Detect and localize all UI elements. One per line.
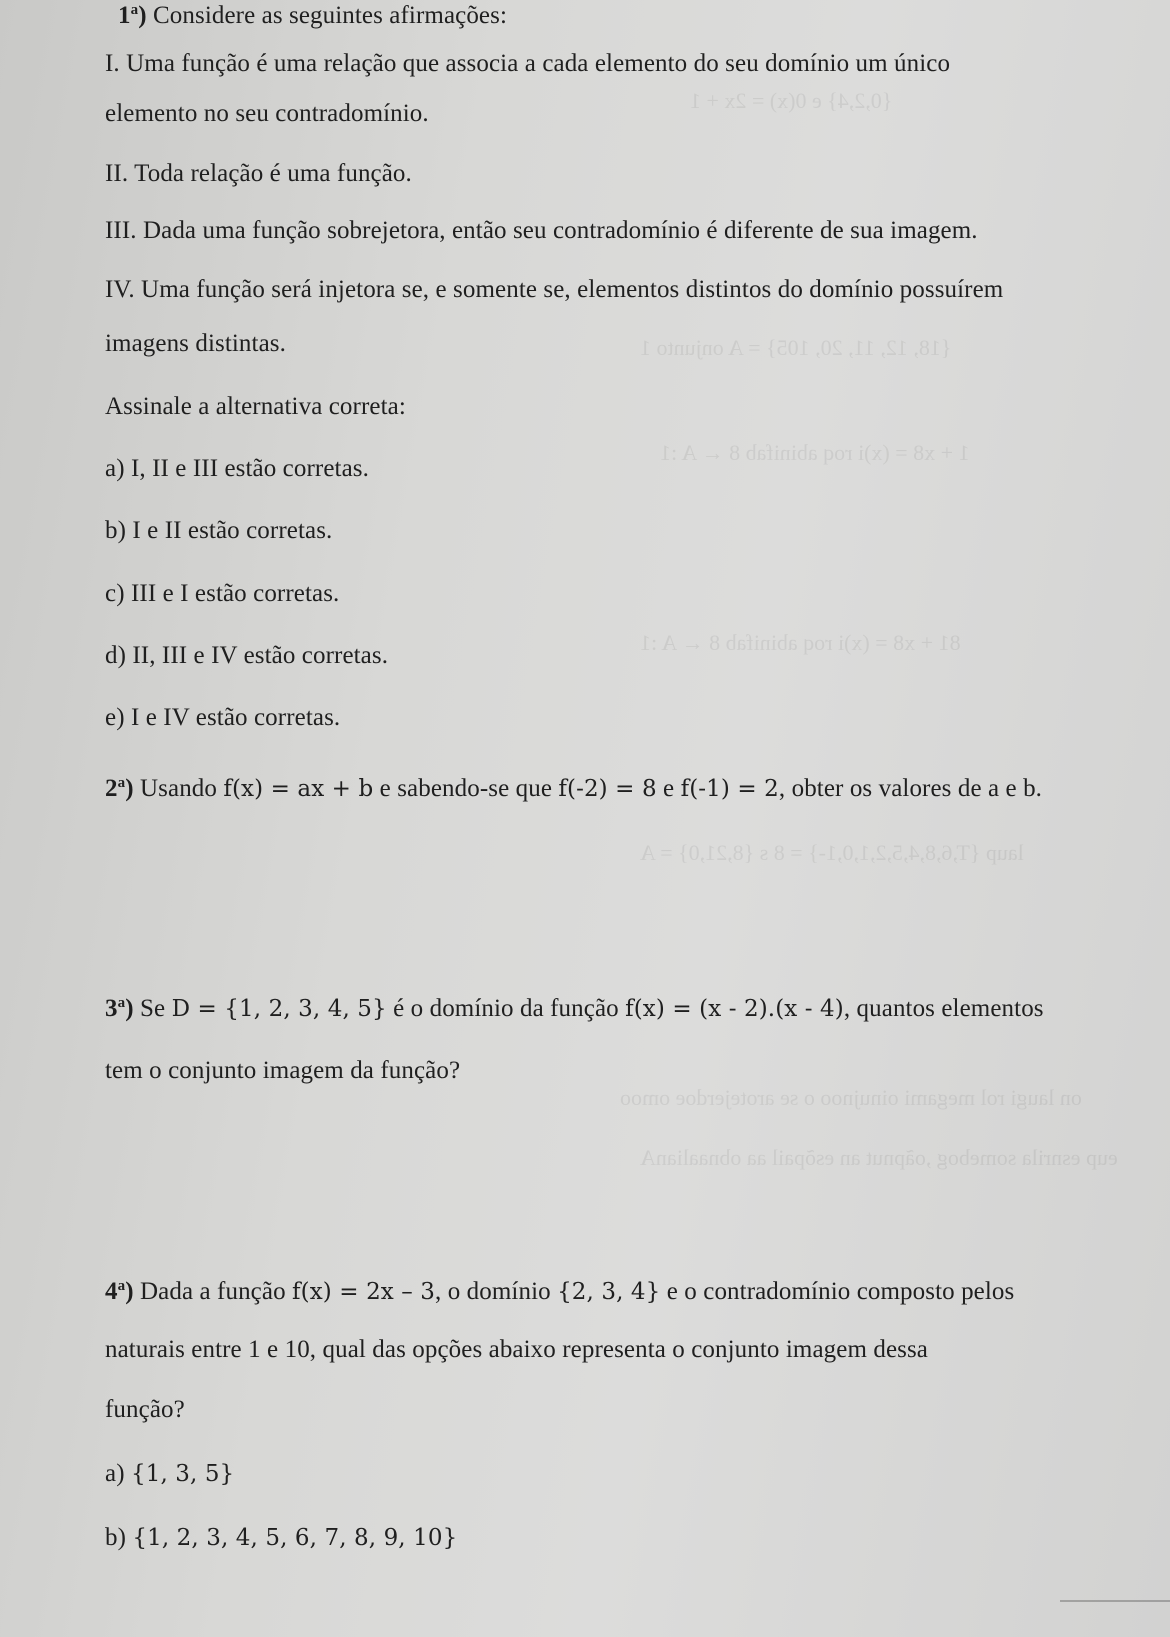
q3-part1: Se [140, 995, 166, 1022]
q4-part3: e o contradomínio composto pelos [666, 1278, 1015, 1305]
q3-domain: D = {1, 2, 3, 4, 5} [171, 996, 387, 1022]
q4-line2: naturais entre 1 e 10, qual das opções abaixo representa o conjunto imagem dessa [105, 1336, 929, 1363]
bleed-through-text: on laugi rol megami oinujnoo o se arotejerdoe omoo [620, 1085, 1082, 1110]
q2-function: f(x) = ax + b [223, 776, 374, 802]
statement-iv-line1: IV. Uma função será injetora se, e somente se, elementos distintos do domínio possuírem [105, 276, 1004, 303]
q1-option-d: d) II, III e IV estão corretas. [105, 642, 389, 669]
q3-number: 3 [105, 995, 118, 1022]
q1-option-e: e) I e IV estão corretas. [105, 704, 341, 731]
q2-part2: e sabendo-se que [379, 775, 553, 802]
bleed-through-text: 1 + x8 = (x)i roq abinifab 8 ← A :1 [660, 440, 970, 465]
q3-part2: é o domínio da função [393, 995, 619, 1022]
q3-function: f(x) = (x - 2).(x - 4) [625, 996, 844, 1022]
statement-i-line1: I. Uma função é uma relação que associa a cada elemento do seu domínio um único [105, 50, 951, 77]
q2-part4: , obter os valores de a e b. [778, 775, 1043, 802]
statement-ii: II. Toda relação é uma função. [105, 160, 412, 187]
q1-instruction: Assinale a alternativa correta: [105, 393, 406, 420]
q2-number: 2 [105, 775, 118, 802]
q3-paren: ) [125, 995, 134, 1022]
q1-paren: ) [138, 2, 147, 29]
q4-option-b-set: {1, 2, 3, 4, 5, 6, 7, 8, 9, 10} [132, 1525, 458, 1551]
q1-ordinal: a [130, 2, 139, 18]
statement-iii: III. Dada uma função sobrejetora, então seu contradomínio é diferente de sua imagem. [105, 217, 978, 244]
q4-paren: ) [125, 1278, 134, 1305]
bleed-through-text: {18, 12, 11, 20, 105} = A onjunto 1 [640, 335, 952, 360]
q1-number: 1 [118, 2, 131, 29]
q4-number: 4 [105, 1278, 118, 1305]
page-edge-shadow [1060, 1600, 1170, 1602]
q2-paren: ) [125, 775, 134, 802]
q4-option-a-letter: a) [105, 1460, 125, 1487]
q4-part1: Dada a função [140, 1278, 286, 1305]
q4-option-b-letter: b) [105, 1524, 127, 1551]
q4-line3: função? [105, 1396, 185, 1423]
q2-part1: Usando [140, 775, 217, 802]
bleed-through-text: {0,2,4} e 0(x) = 2x + 1 [690, 88, 893, 113]
q4-line1 [105, 1278, 1014, 1306]
q4-ordinal: a [117, 1278, 126, 1294]
q2-text [105, 775, 1042, 803]
q3-part3: , quantos elementos [843, 995, 1044, 1022]
q1-option-a: a) I, II e III estão corretas. [105, 455, 369, 482]
q3-line2: tem o conjunto imagem da função? [105, 1057, 461, 1084]
q4-option-a-set: {1, 3, 5} [130, 1461, 235, 1487]
q3-line1 [105, 995, 1044, 1023]
q3-ordinal: a [117, 995, 126, 1011]
statement-i-line2: elemento no seu contradomínio. [105, 100, 429, 127]
q2-ordinal: a [117, 775, 126, 791]
q1-prompt: Considere as seguintes afirmações: [153, 2, 508, 29]
q1-heading [118, 2, 507, 30]
q4-option-a [105, 1460, 234, 1488]
q4-option-b [105, 1524, 457, 1552]
q4-part2: , o domínio [435, 1278, 551, 1305]
q2-condition1: f(-2) = 8 [558, 776, 657, 802]
statement-iv-line2: imagens distintas. [105, 330, 286, 357]
bleed-through-text: 81 + x8 = (x)i roq abinifab 8 ← A :1 [640, 630, 961, 655]
q1-option-b: b) I e II estão corretas. [105, 517, 333, 544]
q2-part3: e [663, 775, 675, 802]
bleed-through-text: laup {T,6,8,4,5,2,1,0,1-} = 8 s {8,21,0} = A [640, 840, 1024, 865]
q2-condition2: f(-1) = 2 [680, 776, 779, 802]
q4-function: f(x) = 2x – 3 [292, 1279, 436, 1305]
bleed-through-text: eup esnrila somebog ,oãpnut an esõpail aa obnaalianA [640, 1145, 1118, 1170]
q4-domain: {2, 3, 4} [557, 1279, 661, 1305]
q1-option-c: c) III e I estão corretas. [105, 580, 340, 607]
